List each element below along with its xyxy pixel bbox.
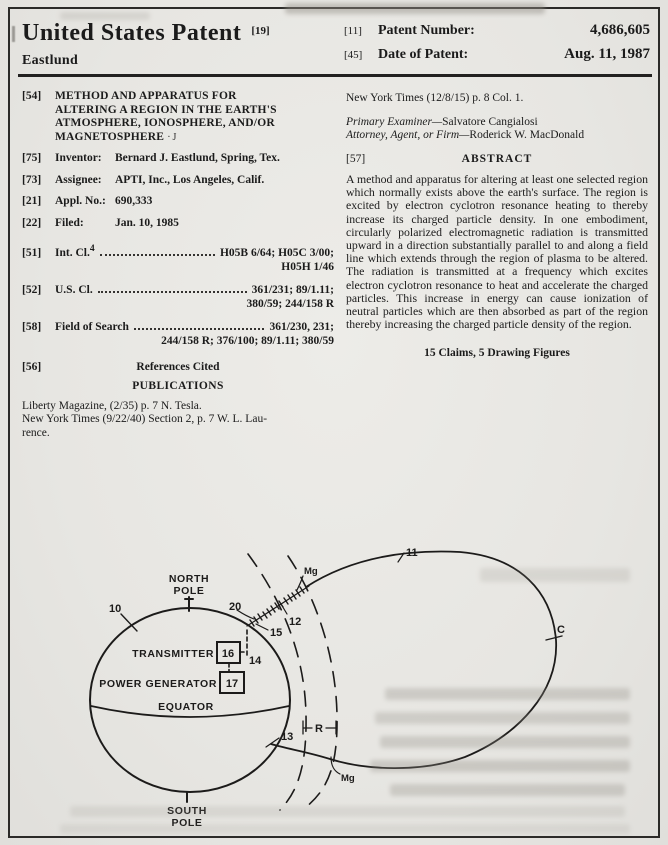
field-of-search [22,319,334,335]
continued-reference: New York Times (12/8/15) p. 8 Col. 1. [346,92,524,104]
attorney-name: Roderick W. MacDonald [469,129,585,141]
attorney-label: Attorney, Agent, or Firm— [346,129,470,141]
field-line-ellipse [271,552,556,769]
int-class-field [22,242,334,260]
patent-number-label: Patent Number: [378,23,475,38]
publication-line-3: rence. [22,426,50,439]
field-54-code: [54] [22,90,42,102]
assignee-label: Assignee: [55,173,102,186]
scan-artifact-mark: ·J [167,131,179,143]
patent-title-banner [22,20,270,47]
us-cl-value-1: 361/231; 89/1.11; [251,283,334,296]
apex-label: C [557,624,565,636]
return-point-number: 13 [281,731,294,743]
references-cited-heading: References Cited [136,360,220,373]
inventor-surname: Eastlund [22,53,79,68]
us-cl-value-2: 380/59; 244/158 R [246,298,334,311]
field-57-code: [57] [346,152,366,165]
int-cl-sup: 4 [89,243,95,254]
abstract-heading: ABSTRACT [461,152,533,165]
field-58-code: [58] [22,320,42,333]
region-width-label: R [315,723,323,735]
magnetosphere-bottom-label: Mg [341,773,355,784]
patent-date-label: Date of Patent: [378,47,469,62]
abstract-column [346,90,648,361]
publication-line-1: Liberty Magazine, (2/35) p. 7 N. Tesla. [22,399,202,412]
transmitter-number: 16 [221,648,235,660]
abstract-text: A method and apparatus for altering at least one selected region which normally exists above the earth's surface. The region is excited by electron cyclotron resonance heating to thereby increase its charged particle density. In one embodiment, circularly polarized electromagnetic radiation is transmitted upward in a direction substantially parallel to and along a field line which extends through the region of plasma to be altered. The radiation is transmitted at a frequency which excites electron cyclotron resonance to heat and accelerate the charged particles. This increase in energy can cause ionization of neutral particles which are then absorbed as part of the region thereby increasing the charged particle density of the region. [346,172,648,332]
north-pole-label-2: POLE [173,585,205,597]
patent-date-value: Aug. 11, 1987 [564,46,650,62]
dot-leader [100,245,215,256]
title-line-2: ALTERING A REGION IN THE EARTH'S [55,103,277,116]
invention-title-field [22,90,334,144]
appl-no-label: Appl. No.: [55,195,106,207]
antenna-number: 15 [270,627,283,639]
filed-value: Jan. 10, 1985 [115,216,179,229]
scan-speck [12,26,15,42]
outer-magnetosphere-arc [288,556,337,808]
header-divider-rule [18,74,652,77]
south-pole-label-2: POLE [171,817,203,829]
field-of-search-label: Field of Search [55,320,129,333]
field-of-search-value-1: 361/230, 231; [269,320,334,333]
assignee-value: APTI, Inc., Los Angeles, Calif. [115,173,265,186]
beam-number: 20 [229,601,242,613]
field-52-code: [52] [22,283,42,296]
int-cl-label: Int. Cl.$^4$ [55,243,95,259]
bleed-through-artifact [60,12,150,20]
inventor-label: Inventor: [55,152,102,164]
inventor-value: Bernard J. Eastlund, Spring, Tex. [115,152,280,164]
power-generator-label: POWER GENERATOR [99,678,217,690]
us-class-field [22,282,334,298]
magnetosphere-top-label: Mg [304,566,318,577]
antenna-num-leader [256,624,268,630]
field-73-code: [73] [22,173,42,186]
application-number-field [22,195,334,209]
field-of-search-value-2: 244/158 R; 376/100; 89/1.11; 380/59 [161,335,334,348]
examiner-block [346,116,648,143]
beam-upper-number: 12 [289,616,302,628]
filed-date-field [22,217,334,231]
int-cl-value-1: H05B 6/64; H05C 3/00; [219,246,334,259]
field-22-code: [22] [22,216,42,229]
bleed-through-artifact [285,3,545,14]
patent-number-value: 4,686,605 [590,22,650,38]
beam-upper-leader [281,604,287,614]
transmitter-label: TRANSMITTER [132,648,214,660]
patent-date-code: [45] [344,49,363,61]
apex-tick [546,636,562,640]
patent-number-code: [11] [344,25,362,37]
field-line-number: 11 [406,547,418,559]
north-pole-label-1: NORTH [168,573,210,585]
figure-1-diagram [0,535,668,845]
kind-code: [19] [251,25,270,37]
dot-leader [134,319,265,330]
field-75-code: [75] [22,152,42,164]
primary-examiner-name: Salvatore Cangialosi [442,115,538,128]
earth-number: 10 [109,603,122,615]
publications-list [22,400,334,441]
us-cl-label: U.S. Cl. [55,283,93,296]
equator-label: EQUATOR [158,701,214,713]
feed-number: 14 [249,655,262,667]
publications-heading: PUBLICATIONS [132,380,224,393]
field-51-code: [51] [22,246,42,259]
inventor-field [22,152,334,166]
appl-no-value: 690,333 [115,195,153,207]
title-line-3: ATMOSPHERE, IONOSPHERE, AND/OR [55,117,275,129]
bibliographic-column [22,90,334,440]
filed-label: Filed: [55,216,84,229]
field-21-code: [21] [22,195,42,207]
dot-leader [98,282,247,293]
united-states-patent-title: United States Patent [22,20,242,46]
earth-circle [90,608,290,792]
title-line-1: METHOD AND APPARATUS FOR [55,90,237,102]
publication-line-2: New York Times (9/22/40) Section 2, p. 7 W. L. Lau- [22,413,268,426]
header-right-block [344,22,650,70]
primary-examiner-label: Primary Examiner— [346,115,443,128]
generator-number: 17 [225,678,239,690]
abstract-header [346,153,648,167]
references-cited-section [22,361,334,375]
field-56-code: [56] [22,360,42,373]
int-cl-value-2: H05H 1/46 [281,261,334,274]
assignee-field [22,174,334,188]
claims-figures-line: 15 Claims, 5 Drawing Figures [424,347,570,360]
south-pole-label-1: SOUTH [167,805,207,817]
patent-date-row [344,46,650,63]
title-line-4: MAGNETOSPHERE [55,130,165,143]
invention-title [55,90,277,144]
patent-number-row [344,22,650,39]
